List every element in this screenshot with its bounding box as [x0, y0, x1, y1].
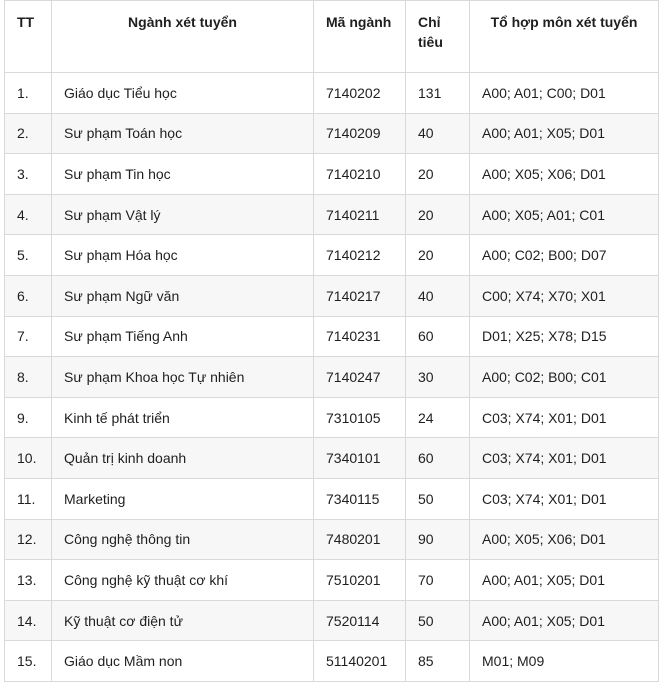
cell-ma-nganh: 7140202 — [314, 73, 406, 114]
cell-nganh: Quản trị kinh doanh — [52, 438, 314, 479]
cell-to-hop: M01; M09 — [470, 641, 659, 682]
cell-chi-tieu: 24 — [406, 397, 470, 438]
header-ma-nganh: Mã ngành — [314, 1, 406, 73]
cell-tt: 7. — [5, 316, 52, 357]
cell-tt: 6. — [5, 275, 52, 316]
table-row — [5, 275, 659, 316]
cell-ma-nganh: 7480201 — [314, 519, 406, 560]
cell-tt: 13. — [5, 560, 52, 601]
cell-to-hop: A00; X05; A01; C01 — [470, 194, 659, 235]
table-row — [5, 600, 659, 641]
cell-to-hop: C03; X74; X01; D01 — [470, 397, 659, 438]
cell-nganh: Giáo dục Mầm non — [52, 641, 314, 682]
cell-chi-tieu: 20 — [406, 235, 470, 276]
admission-table — [4, 0, 659, 682]
table-row — [5, 560, 659, 601]
cell-ma-nganh: 51140201 — [314, 641, 406, 682]
table-row — [5, 194, 659, 235]
table-row — [5, 316, 659, 357]
cell-ma-nganh: 7140231 — [314, 316, 406, 357]
cell-to-hop: A00; A01; C00; D01 — [470, 73, 659, 114]
cell-to-hop: A00; C02; B00; D07 — [470, 235, 659, 276]
cell-nganh: Công nghệ thông tin — [52, 519, 314, 560]
cell-nganh: Sư phạm Khoa học Tự nhiên — [52, 357, 314, 398]
header-tt: TT — [5, 1, 52, 73]
table-row — [5, 397, 659, 438]
cell-chi-tieu: 20 — [406, 154, 470, 195]
cell-to-hop: A00; C02; B00; C01 — [470, 357, 659, 398]
cell-tt: 1. — [5, 73, 52, 114]
cell-to-hop: A00; A01; X05; D01 — [470, 113, 659, 154]
cell-ma-nganh: 7140247 — [314, 357, 406, 398]
cell-ma-nganh: 7140217 — [314, 275, 406, 316]
cell-tt: 12. — [5, 519, 52, 560]
cell-to-hop: C00; X74; X70; X01 — [470, 275, 659, 316]
cell-ma-nganh: 7140209 — [314, 113, 406, 154]
cell-tt: 10. — [5, 438, 52, 479]
cell-to-hop: A00; A01; X05; D01 — [470, 560, 659, 601]
cell-ma-nganh: 7140212 — [314, 235, 406, 276]
cell-chi-tieu: 50 — [406, 600, 470, 641]
header-nganh: Ngành xét tuyển — [52, 1, 314, 73]
table-row — [5, 154, 659, 195]
cell-to-hop: D01; X25; X78; D15 — [470, 316, 659, 357]
table-header — [5, 1, 659, 73]
cell-tt: 14. — [5, 600, 52, 641]
table-row — [5, 519, 659, 560]
cell-nganh: Marketing — [52, 478, 314, 519]
table-row — [5, 478, 659, 519]
cell-tt: 3. — [5, 154, 52, 195]
header-row — [5, 1, 659, 73]
cell-ma-nganh: 7520114 — [314, 600, 406, 641]
header-to-hop: Tổ hợp môn xét tuyển — [470, 1, 659, 73]
cell-chi-tieu: 85 — [406, 641, 470, 682]
cell-nganh: Kinh tế phát triển — [52, 397, 314, 438]
cell-tt: 11. — [5, 478, 52, 519]
header-chi-tieu: Chỉ tiêu — [406, 1, 470, 73]
cell-to-hop: A00; X05; X06; D01 — [470, 519, 659, 560]
cell-tt: 2. — [5, 113, 52, 154]
cell-nganh: Kỹ thuật cơ điện tử — [52, 600, 314, 641]
cell-ma-nganh: 7140211 — [314, 194, 406, 235]
cell-chi-tieu: 60 — [406, 316, 470, 357]
table-row — [5, 357, 659, 398]
cell-ma-nganh: 7310105 — [314, 397, 406, 438]
table-row — [5, 113, 659, 154]
table-row — [5, 641, 659, 682]
cell-nganh: Sư phạm Tin học — [52, 154, 314, 195]
cell-chi-tieu: 50 — [406, 478, 470, 519]
cell-nganh: Sư phạm Tiếng Anh — [52, 316, 314, 357]
cell-chi-tieu: 90 — [406, 519, 470, 560]
cell-nganh: Sư phạm Vật lý — [52, 194, 314, 235]
cell-nganh: Sư phạm Ngữ văn — [52, 275, 314, 316]
cell-tt: 15. — [5, 641, 52, 682]
table-row — [5, 438, 659, 479]
cell-tt: 4. — [5, 194, 52, 235]
cell-ma-nganh: 7340101 — [314, 438, 406, 479]
cell-to-hop: A00; X05; X06; D01 — [470, 154, 659, 195]
cell-chi-tieu: 20 — [406, 194, 470, 235]
cell-ma-nganh: 7140210 — [314, 154, 406, 195]
cell-tt: 5. — [5, 235, 52, 276]
table-row — [5, 73, 659, 114]
cell-chi-tieu: 70 — [406, 560, 470, 601]
cell-to-hop: C03; X74; X01; D01 — [470, 478, 659, 519]
table-body — [5, 73, 659, 682]
table-row — [5, 235, 659, 276]
cell-tt: 8. — [5, 357, 52, 398]
cell-ma-nganh: 7340115 — [314, 478, 406, 519]
cell-chi-tieu: 60 — [406, 438, 470, 479]
cell-chi-tieu: 30 — [406, 357, 470, 398]
cell-to-hop: A00; A01; X05; D01 — [470, 600, 659, 641]
cell-nganh: Giáo dục Tiểu học — [52, 73, 314, 114]
cell-chi-tieu: 131 — [406, 73, 470, 114]
cell-nganh: Công nghệ kỹ thuật cơ khí — [52, 560, 314, 601]
cell-nganh: Sư phạm Toán học — [52, 113, 314, 154]
cell-nganh: Sư phạm Hóa học — [52, 235, 314, 276]
cell-to-hop: C03; X74; X01; D01 — [470, 438, 659, 479]
cell-chi-tieu: 40 — [406, 275, 470, 316]
cell-tt: 9. — [5, 397, 52, 438]
cell-chi-tieu: 40 — [406, 113, 470, 154]
cell-ma-nganh: 7510201 — [314, 560, 406, 601]
